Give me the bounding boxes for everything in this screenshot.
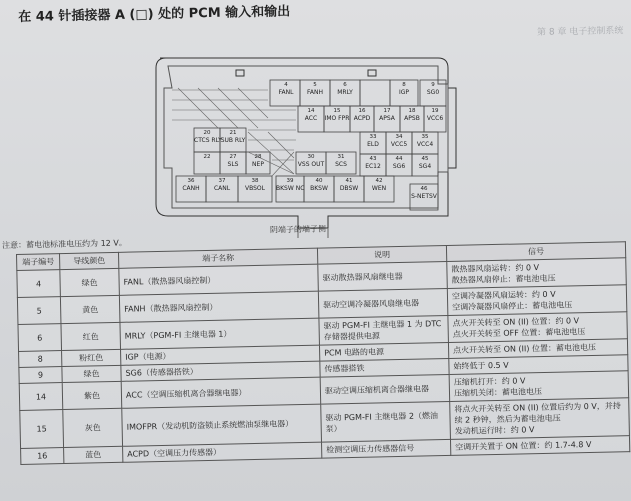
cell-signal: 点火开关转至 ON (II) 位置：约 0 V 点火开关转至 OFF 位置：蓄电池电压 [448, 312, 628, 343]
cell-terminal-name: IMOFPR（发动机防盗锁止系统燃油泵继电器） [122, 404, 322, 446]
header-terminal-name: 端子名称 [118, 248, 317, 268]
cell-terminal-number: 8 [19, 351, 62, 368]
cell-description: 驱动 PGM-FI 主继电器 2（燃油泵） [321, 401, 451, 442]
cell-description: 驱动 PGM-FI 主继电器 1 为 DTC 存储器提供电源 [319, 315, 449, 345]
voltage-note: 注意：蓄电池标准电压约为 12 V。 [2, 238, 127, 250]
pin-18: 18 APSB [404, 108, 420, 122]
cell-signal: 空调开关置于 ON 位置：约 1.7-4.8 V [450, 436, 629, 456]
cell-description: PCM 电路的电源 [319, 342, 448, 361]
pin-34: 34 VCC5 [390, 134, 408, 148]
pin-43: 43 EC12 [365, 156, 381, 170]
cell-terminal-name: ACPD（空调压力传感器） [123, 442, 322, 462]
pin-36: 36 CANH [182, 178, 200, 192]
cell-signal: 空调冷凝器风扇运转：约 0 V 空调冷凝器风扇停止：蓄电池电压 [447, 285, 627, 316]
cell-wire-color: 绿色 [62, 365, 121, 382]
pin-table [16, 241, 630, 465]
pin-17: 17 APSA [379, 108, 395, 122]
cell-terminal-number: 14 [19, 383, 63, 411]
cell-terminal-number: 4 [17, 270, 61, 298]
pin-5: 5 FANH [306, 82, 323, 96]
pin-45: 45 SG4 [418, 156, 432, 170]
pin-33: 33 ELD [367, 134, 379, 148]
pin-16: 16 ACPD [353, 108, 371, 122]
header-wire-color: 导线颜色 [60, 252, 119, 269]
page-title: 在 44 针插接器 A (□) 处的 PCM 输入和输出 [18, 4, 291, 25]
cell-terminal-name: FANH（散热器风扇控制） [119, 291, 319, 322]
cell-wire-color: 灰色 [63, 408, 123, 447]
cell-description: 检测空调压力传感器信号 [322, 439, 451, 458]
header-description: 说明 [317, 245, 446, 264]
cell-wire-color: 粉红色 [62, 349, 121, 366]
pin-35: 35 VCC4 [416, 134, 434, 148]
cell-signal: 将点火开关转至 ON (II) 位置后约为 0 V，并持续 2 秒钟，然后为蓄电池电压 发动机运行时：约 0 V [450, 398, 630, 440]
bleed-through-text: 第 8 章 电子控制系统 [536, 26, 624, 38]
pin-39: 39 BKSW NC [276, 178, 305, 192]
pin-38: 38 VBSOL [245, 178, 265, 192]
cell-terminal-name: MRLY（PGM-FI 主继电器 1） [120, 318, 320, 349]
pin-21: 21 SUB RLY [220, 130, 246, 144]
pin-6: 6 MRLY [337, 82, 353, 96]
header-terminal-number: 端子编号 [17, 254, 60, 271]
pin-19: 19 VCC6 [426, 108, 444, 122]
pin-22: 22 [203, 154, 211, 160]
pin-8: 8 IGP [398, 82, 410, 96]
cell-description: 驱动空调压缩机离合器继电器 [320, 374, 450, 404]
pin-14: 14 ACC [304, 108, 318, 122]
pin-4: 4 FANL [278, 82, 294, 96]
cell-wire-color: 绿色 [60, 268, 120, 296]
cell-terminal-name: SG6（传感器搭铁） [121, 361, 320, 381]
pin-37: 37 CANL [213, 178, 231, 192]
cell-signal: 散热器风扇运转：约 0 V 散热器风扇停止：蓄电池电压 [447, 258, 627, 289]
cell-terminal-name: IGP（电源） [121, 345, 320, 365]
cell-terminal-name: FANL（散热器风扇控制） [119, 264, 319, 295]
pin-20: 20 CTCS RLY [194, 130, 222, 144]
pin-9: 9 SG0 [426, 82, 440, 96]
cell-wire-color: 黄色 [60, 295, 120, 323]
pin-46: 46 S-NETSV [411, 186, 437, 200]
cell-terminal-number: 9 [19, 367, 62, 384]
cell-terminal-number: 15 [20, 410, 64, 449]
cell-signal: 始终低于 0.5 V [449, 355, 628, 375]
cell-terminal-number: 16 [21, 448, 64, 465]
cell-wire-color: 红色 [61, 322, 121, 350]
pin-28: 28 NEP [252, 154, 264, 168]
cell-terminal-name: ACC（空调压缩机离合器继电器） [121, 377, 321, 408]
cell-signal: 压缩机打开：约 0 V 压缩机关闭：蓄电池电压 [449, 371, 629, 402]
header-signal: 信号 [446, 242, 625, 262]
pin-15: 15 IMO FPR [324, 108, 350, 122]
pin-42: 42 WEN [371, 178, 387, 192]
cell-description: 驱动散热器风扇继电器 [318, 261, 448, 291]
cell-wire-color: 紫色 [62, 381, 122, 409]
cell-terminal-number: 5 [17, 297, 61, 325]
pin-31: 31 SCS [335, 154, 347, 168]
pin-41: 41 DBSW [339, 178, 359, 192]
cell-terminal-number: 6 [18, 324, 62, 352]
cell-wire-color: 蓝色 [64, 446, 123, 463]
connector-caption: 阴端子的端子侧 [269, 224, 327, 235]
pin-44: 44 SG6 [392, 156, 406, 170]
cell-signal: 点火开关转至 ON (II) 位置：蓄电池电压 [448, 339, 627, 359]
cell-description: 传感器搭铁 [320, 358, 449, 377]
pin-27: 27 SLS [227, 154, 239, 168]
connector-diagram [148, 48, 468, 244]
cell-description: 驱动空调冷凝器风扇继电器 [318, 288, 448, 318]
pin-40: 40 BKSW [310, 178, 328, 192]
pin-30: 30 VSS OUT [297, 154, 325, 168]
